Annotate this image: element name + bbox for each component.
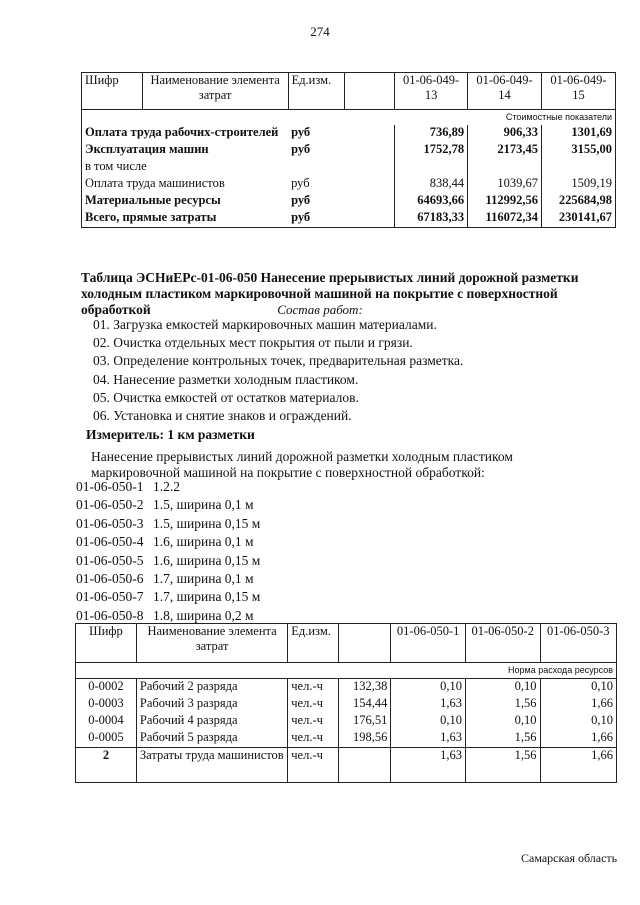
cell-name: Материальные ресурсы: [82, 193, 289, 210]
subheader: Норма расхода ресурсов: [391, 663, 617, 679]
cell-v1: 0,10: [391, 679, 466, 697]
footer-region: Самарская область: [521, 851, 618, 865]
cell-v2: 116072,34: [468, 210, 542, 228]
cell-v3: 1,66: [540, 696, 617, 713]
code-item: [76, 571, 254, 587]
code-item: [76, 607, 254, 624]
cell-unit: руб: [291, 193, 311, 207]
cell-code: 2: [76, 748, 137, 783]
cell-v3: 230141,67: [541, 210, 615, 228]
table-row: [82, 159, 616, 176]
col-header-v1: 01-06-049-13: [395, 73, 468, 110]
cell-v3: 225684,98: [541, 193, 615, 210]
cell-code: 0-0004: [76, 713, 137, 730]
cell-v3: 3155,00: [541, 142, 615, 159]
cell-empty: [345, 142, 395, 159]
cell-v2: 112992,56: [468, 193, 542, 210]
measure: Измеритель: 1 км разметки: [86, 427, 255, 442]
cell-unit: чел.-ч: [288, 730, 339, 748]
cell-v1: 64693,66: [395, 193, 468, 210]
cell-unit: чел.-ч: [288, 696, 339, 713]
cell-v1: 838,44: [395, 176, 468, 193]
table-row: [82, 193, 616, 210]
code-text: 1.7, ширина 0,15 м: [153, 589, 261, 605]
table-row: [82, 176, 616, 193]
code-number: 01-06-050-1: [76, 479, 144, 494]
work-item: 01. Загрузка емкостей маркировочных машин материалами.: [93, 317, 437, 332]
cell-v1: 67183,33: [395, 210, 468, 228]
code-number: 01-06-050-7: [76, 589, 144, 605]
cell-name: Эксплуатация машин: [82, 142, 289, 159]
cell-v2: [468, 159, 542, 176]
cell-name: в том числе: [82, 159, 289, 176]
cell-name: Оплата труда машинистов: [82, 176, 289, 193]
cell-v2: 906,33: [468, 125, 542, 142]
cell-empty: [345, 159, 395, 176]
cell-unit: руб: [291, 176, 310, 190]
cell-v3: [541, 159, 615, 176]
cell-v2: 1039,67: [468, 176, 542, 193]
cell-empty: [345, 176, 395, 193]
cell-v1: 1752,78: [395, 142, 468, 159]
cell-v3: 0,10: [540, 679, 617, 697]
cell-unit: чел.-ч: [288, 713, 339, 730]
cell-v2: 2173,45: [468, 142, 542, 159]
col-header-v1: 01-06-050-1: [391, 624, 466, 663]
cell-empty: [345, 193, 395, 210]
work-item: 02. Очистка отдельных мест покрытия от пыли и грязи.: [93, 335, 413, 351]
col-header-unit: Ед.изм.: [288, 73, 345, 110]
cell-rate: 198,56: [339, 730, 391, 748]
col-header-rate: [339, 624, 391, 663]
col-header-code: Шифр: [82, 73, 143, 110]
code-item: [76, 497, 254, 513]
code-item: [76, 589, 261, 605]
cell-empty: [345, 210, 395, 228]
cell-v1: 0,10: [391, 713, 466, 730]
cell-name: Затраты труда машинистов: [136, 748, 287, 783]
page-number: 274: [310, 24, 330, 39]
code-number: 01-06-050-4: [76, 534, 144, 550]
cell-name: Оплата труда рабочих-строителей: [82, 125, 289, 142]
code-text: 1.8, ширина 0,2 м: [153, 607, 254, 623]
cell-v3: 1509,19: [541, 176, 615, 193]
table-title: Таблица ЭСНиЕРс-01-06-050 Нанесение прерывистых линий дорожной разметки холодным пластиком маркировочной машиной на покрытие с поверхностной обработкой: [81, 270, 579, 317]
cell-unit: руб: [291, 142, 311, 156]
code-text: 1.6, ширина 0,15 м: [153, 552, 261, 568]
cell-unit: руб: [291, 125, 311, 139]
cell-empty: [345, 125, 395, 142]
work-item: 04. Нанесение разметки холодным пластиком.: [93, 371, 359, 387]
cell-v1: 1,63: [391, 696, 466, 713]
cell-name: Рабочий 3 разряда: [136, 696, 287, 713]
table-row: [76, 748, 617, 783]
cell-v3: 1,66: [540, 748, 617, 783]
table-row: [76, 713, 617, 730]
col-header-rate: [345, 73, 395, 110]
cell-v1: 736,89: [395, 125, 468, 142]
cell-rate: 132,38: [339, 679, 391, 697]
resource-table: [75, 623, 617, 783]
col-header-name: Наименование элемента затрат: [136, 624, 287, 663]
cell-rate: 176,51: [339, 713, 391, 730]
cell-v1: [395, 159, 468, 176]
code-number: 01-06-050-2: [76, 497, 144, 513]
cell-v2: 1,56: [465, 730, 540, 748]
cell-v2: 1,56: [465, 696, 540, 713]
cell-v3: 1,66: [540, 730, 617, 748]
cell-v2: 1,56: [465, 748, 540, 783]
code-text: 1.5, ширина 0,15 м: [153, 515, 261, 531]
cell-v3: 1301,69: [541, 125, 615, 142]
col-header-v2: 01-06-049-14: [468, 73, 542, 110]
cell-name: Рабочий 5 разряда: [136, 730, 287, 748]
code-number: 01-06-050-8: [76, 607, 144, 623]
work-item: 06. Установка и снятие знаков и ограждений.: [93, 408, 352, 423]
code-number: 01-06-050-3: [76, 515, 144, 531]
cell-v1: 1,63: [391, 730, 466, 748]
col-header-v3: 01-06-049-15: [541, 73, 615, 110]
table-row: [76, 679, 617, 697]
col-header-name: Наименование элемента затрат: [142, 73, 288, 110]
code-item: [76, 552, 261, 569]
code-text: 1.2.2: [153, 479, 180, 494]
cell-name: Рабочий 4 разряда: [136, 713, 287, 730]
description: Нанесение прерывистых линий дорожной разметки холодным пластиком маркировочной машиной на покрытие с поверхностной обработкой:: [91, 449, 513, 480]
cell-name: Рабочий 2 разряда: [136, 679, 287, 697]
code-item: [76, 534, 254, 550]
code-item: [76, 479, 180, 495]
table-row: [82, 125, 616, 142]
work-item: 03. Определение контрольных точек, предварительная разметка.: [93, 353, 464, 369]
cell-v3: 0,10: [540, 713, 617, 730]
table-row: [82, 142, 616, 159]
cell-unit: чел.-ч: [288, 748, 339, 783]
cell-v1: 1,63: [391, 748, 466, 783]
cell-unit: руб: [288, 210, 345, 228]
cell-code: 0-0003: [76, 696, 137, 713]
col-header-unit: Ед.изм.: [288, 624, 339, 663]
code-text: 1.5, ширина 0,1 м: [153, 497, 254, 513]
cell-v2: 0,10: [465, 679, 540, 697]
cell-name: Всего, прямые затраты: [82, 210, 289, 228]
cell-unit: чел.-ч: [288, 679, 339, 697]
cell-code: 0-0005: [76, 730, 137, 748]
work-item: 05. Очистка емкостей от остатков материалов.: [93, 389, 359, 405]
cell-rate: 154,44: [339, 696, 391, 713]
col-header-code: Шифр: [76, 624, 137, 663]
cell-v2: 0,10: [465, 713, 540, 730]
cell-code: 0-0002: [76, 679, 137, 697]
code-item: [76, 515, 261, 532]
col-header-v2: 01-06-050-2: [465, 624, 540, 663]
table-row: [76, 696, 617, 713]
col-header-v3: 01-06-050-3: [540, 624, 617, 663]
table-row: [82, 210, 616, 228]
code-number: 01-06-050-6: [76, 571, 144, 586]
code-number: 01-06-050-5: [76, 552, 144, 568]
code-text: 1.7, ширина 0,1 м: [153, 571, 254, 586]
table-row: [76, 730, 617, 748]
subheader: Стоимостные показатели: [395, 110, 616, 126]
cell-rate: [339, 748, 391, 783]
cost-table: [81, 72, 616, 228]
cell-unit: [288, 159, 345, 176]
work-header: Состав работ:: [277, 302, 363, 317]
code-text: 1.6, ширина 0,1 м: [153, 534, 254, 550]
